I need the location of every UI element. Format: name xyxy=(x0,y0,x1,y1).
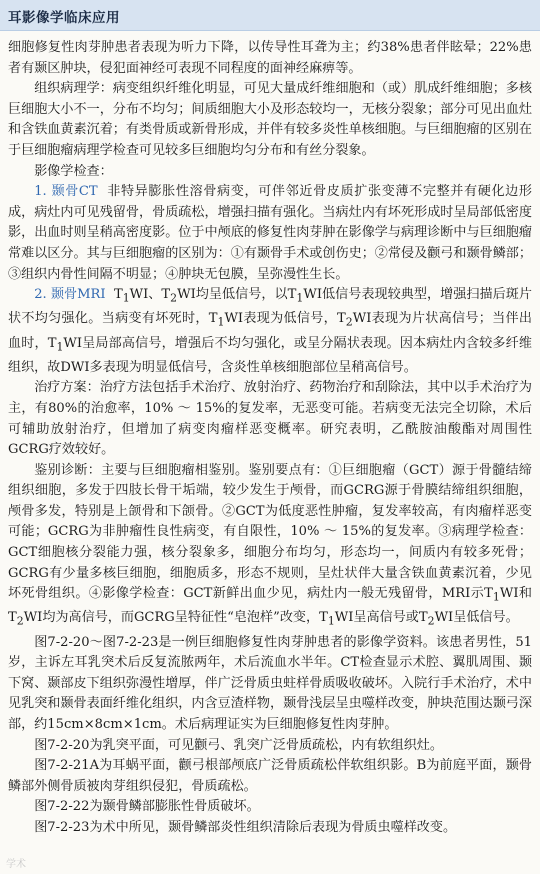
mri-text-e: WI表现为低信号，T xyxy=(224,311,346,327)
subscript: 1 xyxy=(327,615,335,629)
watermark: 学术 xyxy=(6,859,26,870)
paragraph-histopathology: 组织病理学：病变组织纤维化明显，可见大量成纤维细胞和（或）肌成纤维细胞；多核巨细胞大小不一，分布不均匀；间质细胞大小及形态较均一，无核分裂象；部分可见出血灶和含铁血黄素沉着；有类骨质或新骨形成，并伴有较多炎性单核细胞。与巨细胞瘤的区别在于巨细胞瘤病理学检查可见较多巨细胞均匀分布和有丝分裂象。 xyxy=(8,81,532,158)
ct-label: 1. 颞骨CT xyxy=(34,184,98,200)
subscript: 1 xyxy=(56,340,64,354)
ct-text: 非特异膨胀性溶骨病变，可伴邻近骨皮质扩张变薄不完整并有硬化边形成，病灶内可见残留骨，骨质疏松，增强扫描有强化。当病灶内有坏死形成时呈局部低密度影，出血时则呈稍高密度影。位于中颅底的修复性肉芽肿在影像学与病理诊断中与巨细胞瘤常难以区分。其与巨细胞瘤的区别为：①有颞骨手术或创伤史；②常侵及颧弓和颞骨鳞部；③组织内骨性间隔不明显；④肿块无包膜，呈弥漫性生长。 xyxy=(8,184,533,282)
subscript: 1 xyxy=(492,590,500,604)
diff-text-c: WI均为高信号，而GCRG呈特征性“皂泡样”改变，T xyxy=(23,610,328,626)
paragraph-figure-23: 图7-2-23为术中所见，颞骨鳞部炎性组织清除后表现为骨质虫噬样改变。 xyxy=(34,820,457,836)
subscript: 2 xyxy=(16,615,24,629)
page-header xyxy=(0,0,540,31)
mri-label: 2. 颞骨MRI xyxy=(34,287,106,303)
paragraph-figure-21: 图7-2-21A为耳蜗平面，颧弓根部颅底广泛骨质疏松伴软组织影。B为前庭平面，颞骨鳞部外侧骨质被肉芽组织侵犯，骨质疏松。 xyxy=(8,758,532,794)
paragraph-figure-20: 图7-2-20为乳突平面，可见颧弓、乳突广泛骨质疏松，内有软组织灶。 xyxy=(34,737,443,753)
mri-text-b: WI、T xyxy=(129,287,171,303)
mri-text-a: T xyxy=(113,287,123,303)
mri-text-c: WI均呈低信号，以T xyxy=(177,287,297,303)
page-body xyxy=(8,38,532,839)
running-title: 耳影像学临床应用 xyxy=(8,10,120,26)
mri-text-d: WI低信号表现较典型，增强扫描后斑片状不均匀强化。当病变有坏死时，T xyxy=(8,287,532,327)
mri-text-f: WI表现为片状高信号；当伴出血时，T xyxy=(8,311,532,351)
subscript: 2 xyxy=(345,315,353,329)
subscript: 1 xyxy=(217,315,225,329)
paragraph-case: 图7-2-20～图7-2-23是一例巨细胞修复性肉芽肿患者的影像学资料。该患者男性，51岁，主诉左耳乳突术后反复流脓两年，术后流血水半年。CT检查显示术腔、翼肌周围、颞下窝、颞部皮下组织弥漫性增厚，伴广泛骨质虫蛀样骨质吸收破坏。入院行手术治疗，术中见乳突和颞骨表面纤维化组织，内含豆渣样物，颞骨浅层呈虫噬样改变，肿块范围达颞弓深部，约15cm×8cm×1cm。术后病理证实为巨细胞修复性肉芽肿。 xyxy=(8,634,532,733)
paragraph-symptoms: 细胞修复性肉芽肿患者表现为听力下降，以传导性耳聋为主；约38%患者伴眩晕；22%患者有颞区肿块，侵犯面神经可表现不同程度的面神经麻痹等。 xyxy=(8,40,532,76)
diff-text-b: WI和T xyxy=(8,586,532,626)
subscript: 1 xyxy=(296,291,304,305)
paragraph-treatment: 治疗方案：治疗方法包括手术治疗、放射治疗、药物治疗和刮除法，其中以手术治疗为主，有80%的治愈率，10% ～ 15%的复发率，无恶变可能。若病变无法完全切除，术后可辅助放射治疗，但增加了病变肉瘤样恶变概率。研究表明，乙酰胺油酸酯对周围性GCRG疗效较好。 xyxy=(8,380,532,458)
subscript: 1 xyxy=(122,291,130,305)
paragraph-figure-22: 图7-2-22为颞骨鳞部膨胀性骨质破坏。 xyxy=(34,799,260,815)
paragraph-differential xyxy=(8,461,532,633)
paragraph-ct xyxy=(8,182,532,285)
diff-text-e: WI呈低信号。 xyxy=(434,610,519,626)
paragraph-mri xyxy=(8,285,532,378)
subscript: 2 xyxy=(170,291,178,305)
diff-text-a: 鉴别诊断：主要与巨细胞瘤相鉴别。鉴别要点有：①巨细胞瘤（GCT）源于骨髓结缔组织细胞，多发于四肢长骨干垢端，较少发生于颅骨，而GCRG源于骨膜结缔组织细胞，颅骨多发，特别是上颌骨和下颌骨。②GCT为低度恶性肿瘤，复发率较高，有肉瘤样恶变可能；GCRG为非肿瘤性良性病变，有自限性，10% ～ 15%的复发率。③病理学检查：GCT细胞核分裂能力强，核分裂象多，细胞分布均匀，形态均一，间质内有较多死骨；GCRG有少量多核巨细胞，细胞质多，形态不规则，呈灶状伴大量含铁血黄素沉着，少见坏死骨组织。④影像学检查：GCT新鲜出血少见，病灶内一般无残留骨，MRI示T xyxy=(8,462,532,602)
paragraph-imaging-heading: 影像学检查： xyxy=(34,163,113,179)
subscript: 2 xyxy=(427,615,435,629)
mri-text-g: WI呈局部高信号，增强后不均匀强化，或呈分隔状表现。因本病灶内含较多纤维组织，故DWI多表现为明显低信号，含炎性单核细胞部位呈稍高信号。 xyxy=(8,335,532,375)
diff-text-d: WI呈高信号或T xyxy=(334,610,428,626)
